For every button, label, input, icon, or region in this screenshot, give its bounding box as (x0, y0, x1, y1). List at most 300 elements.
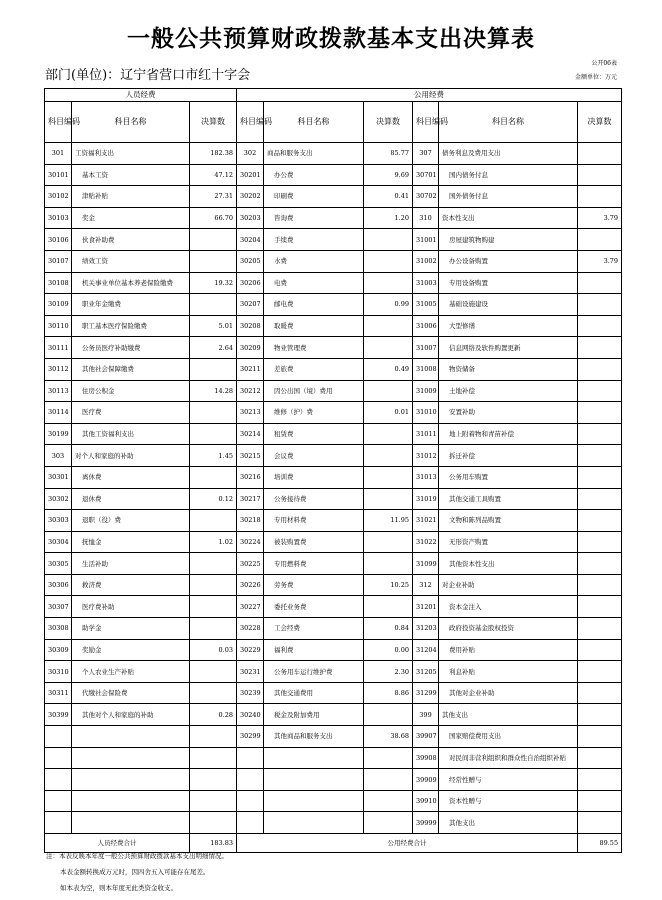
personnel-amount-cell: 27.31 (190, 186, 237, 208)
table-row (45, 337, 622, 359)
personnel-amount-cell (190, 726, 237, 748)
public2-code-cell: 31019 (413, 488, 439, 510)
table-row (45, 488, 622, 510)
header-amount: 决算数 (364, 102, 413, 143)
table-row (45, 358, 622, 380)
public1-amount-cell (364, 812, 413, 834)
table-row (45, 294, 622, 316)
public2-name-cell: 其他支出 (439, 704, 578, 726)
public2-name-cell: 其他对企业补助 (439, 682, 578, 704)
public2-code-cell: 31001 (413, 229, 439, 251)
public1-code-cell: 30202 (237, 186, 264, 208)
table-row (45, 315, 622, 337)
public2-amount-cell (578, 704, 622, 726)
public2-amount-cell (578, 790, 622, 812)
personnel-amount-cell (190, 661, 237, 683)
public1-name-cell: 物业管理费 (264, 337, 364, 359)
public1-amount-cell: 85.77 (364, 143, 413, 165)
personnel-amount-cell (190, 618, 237, 640)
public1-amount-cell: 0.00 (364, 639, 413, 661)
public1-amount-cell (364, 423, 413, 445)
public2-code-cell: 31005 (413, 294, 439, 316)
public2-name-cell: 资本性支出 (439, 207, 578, 229)
public1-code-cell: 30204 (237, 229, 264, 251)
public1-name-cell: 福利费 (264, 639, 364, 661)
public1-name-cell: 取暖费 (264, 315, 364, 337)
public1-amount-cell: 0.49 (364, 358, 413, 380)
public2-name-cell: 其他交通工具购置 (439, 488, 578, 510)
public2-amount-cell (578, 315, 622, 337)
public2-name-cell: 拆迁补偿 (439, 445, 578, 467)
public2-name-cell: 国外债务付息 (439, 186, 578, 208)
public2-amount-cell (578, 596, 622, 618)
public1-name-cell: 被装购置费 (264, 531, 364, 553)
public1-name-cell: 办公费 (264, 164, 364, 186)
public1-code-cell (237, 769, 264, 791)
public2-code-cell: 30701 (413, 164, 439, 186)
personnel-code-cell: 30101 (45, 164, 72, 186)
public1-code-cell: 30224 (237, 531, 264, 553)
public2-name-cell: 债务利息及费用支出 (439, 143, 578, 165)
public2-code-cell: 31006 (413, 315, 439, 337)
page-title: 一般公共预算财政拨款基本支出决算表 (127, 25, 535, 52)
table-row (45, 207, 622, 229)
public1-name-cell: 邮电费 (264, 294, 364, 316)
personnel-name-cell: 代缴社会保险费 (72, 682, 190, 704)
public1-name-cell: 租赁费 (264, 423, 364, 445)
personnel-total-amount: 183.83 (190, 834, 237, 853)
public2-name-cell: 其他资本性支出 (439, 553, 578, 575)
personnel-amount-cell: 0.12 (190, 488, 237, 510)
personnel-amount-cell (190, 250, 237, 272)
personnel-code-cell: 30304 (45, 531, 72, 553)
personnel-amount-cell (190, 294, 237, 316)
public1-code-cell: 30212 (237, 380, 264, 402)
public2-amount-cell (578, 164, 622, 186)
public2-amount-cell (578, 682, 622, 704)
public2-code-cell: 31010 (413, 402, 439, 424)
personnel-code-cell (45, 726, 72, 748)
public1-amount-cell: 0.99 (364, 294, 413, 316)
personnel-name-cell: 退休费 (72, 488, 190, 510)
table-row (45, 143, 622, 165)
form-number: 公开06表 (591, 60, 617, 67)
public1-name-cell (264, 769, 364, 791)
public1-amount-cell: 0.01 (364, 402, 413, 424)
personnel-amount-cell (190, 358, 237, 380)
personnel-code-cell: 30306 (45, 574, 72, 596)
personnel-code-cell: 303 (45, 445, 72, 467)
personnel-name-cell: 绩效工资 (72, 250, 190, 272)
personnel-name-cell (72, 790, 190, 812)
personnel-amount-cell: 14.28 (190, 380, 237, 402)
personnel-code-cell: 30112 (45, 358, 72, 380)
public2-code-cell: 30702 (413, 186, 439, 208)
table-row (45, 618, 622, 640)
personnel-code-cell: 30399 (45, 704, 72, 726)
public1-name-cell: 公务接待费 (264, 488, 364, 510)
public1-name-cell: 其他交通费用 (264, 682, 364, 704)
public1-code-cell: 30209 (237, 337, 264, 359)
table-row (45, 164, 622, 186)
public1-amount-cell: 0.84 (364, 618, 413, 640)
public1-name-cell: 电费 (264, 272, 364, 294)
personnel-code-cell: 30103 (45, 207, 72, 229)
personnel-name-cell: 工资福利支出 (72, 143, 190, 165)
public1-amount-cell: 0.41 (364, 186, 413, 208)
public2-name-cell: 对民间非营利组织和群众性自治组织补贴 (439, 747, 578, 769)
personnel-code-cell: 30309 (45, 639, 72, 661)
personnel-name-cell (72, 726, 190, 748)
public2-code-cell: 310 (413, 207, 439, 229)
public1-code-cell: 30203 (237, 207, 264, 229)
personnel-amount-cell (190, 229, 237, 251)
public1-amount-cell: 10.25 (364, 574, 413, 596)
public2-amount-cell (578, 466, 622, 488)
personnel-amount-cell (190, 747, 237, 769)
personnel-name-cell: 伙食补助费 (72, 229, 190, 251)
public2-amount-cell (578, 618, 622, 640)
public2-name-cell: 资本性赠与 (439, 790, 578, 812)
public1-name-cell: 因公出国（境）费用 (264, 380, 364, 402)
table-row (45, 553, 622, 575)
public2-name-cell: 物资储备 (439, 358, 578, 380)
table-row (45, 769, 622, 791)
public2-amount-cell (578, 769, 622, 791)
personnel-amount-cell (190, 812, 237, 834)
personnel-code-cell: 30102 (45, 186, 72, 208)
public2-amount-cell (578, 574, 622, 596)
public1-amount-cell (364, 553, 413, 575)
public1-amount-cell (364, 531, 413, 553)
personnel-code-cell: 30113 (45, 380, 72, 402)
personnel-code-cell: 30111 (45, 337, 72, 359)
public2-amount-cell (578, 488, 622, 510)
table-row (45, 596, 622, 618)
personnel-code-cell: 30303 (45, 510, 72, 532)
public2-amount-cell (578, 639, 622, 661)
public1-amount-cell: 2.30 (364, 661, 413, 683)
column-header-row (45, 102, 622, 143)
public2-name-cell: 公务用车购置 (439, 466, 578, 488)
personnel-code-cell: 30302 (45, 488, 72, 510)
public2-amount-cell (578, 380, 622, 402)
section-personnel: 人员经费 (45, 89, 237, 102)
table-row (45, 531, 622, 553)
public1-amount-cell (364, 229, 413, 251)
expenditure-table (44, 88, 622, 853)
public1-code-cell: 30239 (237, 682, 264, 704)
table-row (45, 229, 622, 251)
header-code: 科目编码 (237, 102, 264, 143)
personnel-code-cell: 30310 (45, 661, 72, 683)
personnel-amount-cell: 0.28 (190, 704, 237, 726)
personnel-code-cell: 30110 (45, 315, 72, 337)
public2-name-cell: 土地补偿 (439, 380, 578, 402)
personnel-amount-cell: 19.32 (190, 272, 237, 294)
public2-code-cell: 39909 (413, 769, 439, 791)
public1-code-cell (237, 747, 264, 769)
personnel-amount-cell (190, 769, 237, 791)
public2-amount-cell (578, 423, 622, 445)
public1-amount-cell (364, 315, 413, 337)
public2-amount-cell (578, 358, 622, 380)
public1-code-cell: 30228 (237, 618, 264, 640)
personnel-code-cell: 301 (45, 143, 72, 165)
personnel-name-cell: 退职（役）费 (72, 510, 190, 532)
personnel-name-cell: 津贴补贴 (72, 186, 190, 208)
public2-name-cell: 资本金注入 (439, 596, 578, 618)
public1-name-cell: 水费 (264, 250, 364, 272)
public1-code-cell: 30240 (237, 704, 264, 726)
public2-amount-cell (578, 445, 622, 467)
personnel-name-cell: 公务员医疗补助缴费 (72, 337, 190, 359)
table-row (45, 380, 622, 402)
header-name: 科目名称 (264, 102, 364, 143)
public1-name-cell: 专用燃料费 (264, 553, 364, 575)
table-row (45, 682, 622, 704)
public1-name-cell: 其他商品和服务支出 (264, 726, 364, 748)
personnel-code-cell: 30301 (45, 466, 72, 488)
note-line: 注：本表反映本年度一般公共预算财政拨款基本支出明细情况。 (46, 852, 228, 860)
public1-amount-cell (364, 790, 413, 812)
personnel-code-cell: 30307 (45, 596, 72, 618)
public2-name-cell: 文物和陈列品购置 (439, 510, 578, 532)
table-row (45, 466, 622, 488)
public1-name-cell: 维修（护）费 (264, 402, 364, 424)
public1-amount-cell (364, 380, 413, 402)
public1-code-cell: 30207 (237, 294, 264, 316)
table-row (45, 812, 622, 834)
public2-code-cell: 31099 (413, 553, 439, 575)
personnel-name-cell: 对个人和家庭的补助 (72, 445, 190, 467)
public2-name-cell: 信息网络及软件购置更新 (439, 337, 578, 359)
public2-code-cell: 39999 (413, 812, 439, 834)
public2-code-cell: 31204 (413, 639, 439, 661)
personnel-amount-cell (190, 466, 237, 488)
public2-code-cell: 39910 (413, 790, 439, 812)
personnel-amount-cell (190, 596, 237, 618)
personnel-name-cell: 医疗费补助 (72, 596, 190, 618)
public1-code-cell: 30211 (237, 358, 264, 380)
personnel-code-cell (45, 790, 72, 812)
public1-amount-cell (364, 272, 413, 294)
public1-name-cell: 会议费 (264, 445, 364, 467)
public2-amount-cell (578, 661, 622, 683)
public1-name-cell: 工会经费 (264, 618, 364, 640)
personnel-name-cell: 住房公积金 (72, 380, 190, 402)
public2-amount-cell (578, 186, 622, 208)
personnel-name-cell: 助学金 (72, 618, 190, 640)
public2-code-cell: 31012 (413, 445, 439, 467)
personnel-amount-cell: 5.01 (190, 315, 237, 337)
table-row (45, 574, 622, 596)
public2-name-cell: 经常性赠与 (439, 769, 578, 791)
public1-code-cell: 30208 (237, 315, 264, 337)
public2-amount-cell (578, 510, 622, 532)
personnel-name-cell: 奖金 (72, 207, 190, 229)
header-amount: 决算数 (190, 102, 237, 143)
public2-name-cell: 利息补贴 (439, 661, 578, 683)
table-row (45, 402, 622, 424)
public1-code-cell (237, 812, 264, 834)
public2-code-cell: 31002 (413, 250, 439, 272)
public2-name-cell: 其他支出 (439, 812, 578, 834)
public1-amount-cell: 8.86 (364, 682, 413, 704)
personnel-code-cell: 30305 (45, 553, 72, 575)
public1-code-cell: 30218 (237, 510, 264, 532)
public1-name-cell: 专用材料费 (264, 510, 364, 532)
public1-amount-cell (364, 704, 413, 726)
personnel-name-cell (72, 812, 190, 834)
personnel-name-cell: 职业年金缴费 (72, 294, 190, 316)
public2-name-cell: 对企业补助 (439, 574, 578, 596)
public2-name-cell: 大型修缮 (439, 315, 578, 337)
public2-name-cell: 费用补贴 (439, 639, 578, 661)
table-row (45, 423, 622, 445)
personnel-code-cell: 30108 (45, 272, 72, 294)
public2-name-cell: 办公设备购置 (439, 250, 578, 272)
public1-code-cell: 30213 (237, 402, 264, 424)
public1-amount-cell (364, 250, 413, 272)
public1-name-cell: 手续费 (264, 229, 364, 251)
personnel-code-cell: 30114 (45, 402, 72, 424)
header-name: 科目名称 (72, 102, 190, 143)
public1-name-cell: 公务用车运行维护费 (264, 661, 364, 683)
public1-code-cell: 30231 (237, 661, 264, 683)
public1-amount-cell (364, 488, 413, 510)
personnel-code-cell: 30109 (45, 294, 72, 316)
public1-amount-cell (364, 747, 413, 769)
header-code: 科目编码 (413, 102, 439, 143)
public-total-amount: 89.55 (578, 834, 622, 853)
personnel-amount-cell: 0.03 (190, 639, 237, 661)
public2-name-cell: 基础设施建设 (439, 294, 578, 316)
public2-code-cell: 31007 (413, 337, 439, 359)
public1-name-cell (264, 790, 364, 812)
public2-name-cell: 政府投资基金股权投资 (439, 618, 578, 640)
public-total-label: 公用经费合计 (237, 834, 578, 853)
personnel-amount-cell: 2.64 (190, 337, 237, 359)
public2-code-cell: 31205 (413, 661, 439, 683)
table-row (45, 704, 622, 726)
table-row (45, 250, 622, 272)
table-row (45, 272, 622, 294)
personnel-total-label: 人员经费合计 (45, 834, 190, 853)
personnel-code-cell (45, 812, 72, 834)
public1-amount-cell: 11.95 (364, 510, 413, 532)
public1-amount-cell (364, 445, 413, 467)
public1-amount-cell (364, 337, 413, 359)
public2-amount-cell (578, 229, 622, 251)
personnel-name-cell: 医疗费 (72, 402, 190, 424)
public2-amount-cell: 3.79 (578, 207, 622, 229)
department-label: 部门(单位)：辽宁省营口市红十字会 (45, 68, 251, 83)
public2-amount-cell (578, 337, 622, 359)
personnel-name-cell: 个人农业生产补贴 (72, 661, 190, 683)
personnel-name-cell: 其他社会保障缴费 (72, 358, 190, 380)
public2-name-cell: 专用设备购置 (439, 272, 578, 294)
header-code: 科目编码 (45, 102, 72, 143)
public1-amount-cell (364, 596, 413, 618)
personnel-amount-cell (190, 682, 237, 704)
public1-code-cell: 30229 (237, 639, 264, 661)
public2-code-cell: 39908 (413, 747, 439, 769)
public2-name-cell: 房屋建筑物购建 (439, 229, 578, 251)
public1-amount-cell: 1.20 (364, 207, 413, 229)
public2-code-cell: 31201 (413, 596, 439, 618)
public1-code-cell (237, 790, 264, 812)
public1-name-cell: 委托业务费 (264, 596, 364, 618)
note-line: 如本表为空，则本年度无此类资金收支。 (60, 884, 177, 892)
public1-code-cell: 30201 (237, 164, 264, 186)
public2-code-cell: 31022 (413, 531, 439, 553)
public1-code-cell: 30214 (237, 423, 264, 445)
note-line: 本表金额转换成万元时，因四舍五入可能存在尾差。 (60, 868, 210, 876)
public2-code-cell: 31003 (413, 272, 439, 294)
personnel-amount-cell: 66.70 (190, 207, 237, 229)
personnel-name-cell (72, 747, 190, 769)
public1-code-cell: 30205 (237, 250, 264, 272)
public1-name-cell: 差旅费 (264, 358, 364, 380)
public1-amount-cell (364, 466, 413, 488)
public1-amount-cell: 9.69 (364, 164, 413, 186)
personnel-code-cell (45, 769, 72, 791)
public2-amount-cell (578, 726, 622, 748)
public1-name-cell (264, 747, 364, 769)
personnel-name-cell: 抚恤金 (72, 531, 190, 553)
public1-code-cell: 30216 (237, 466, 264, 488)
personnel-name-cell: 救济费 (72, 574, 190, 596)
public1-code-cell: 302 (237, 143, 264, 165)
public2-code-cell: 31021 (413, 510, 439, 532)
personnel-name-cell: 基本工资 (72, 164, 190, 186)
table-row (45, 639, 622, 661)
personnel-amount-cell (190, 423, 237, 445)
public1-name-cell: 咨询费 (264, 207, 364, 229)
public2-code-cell: 31008 (413, 358, 439, 380)
public1-name-cell (264, 812, 364, 834)
public1-code-cell: 30226 (237, 574, 264, 596)
public1-code-cell: 30215 (237, 445, 264, 467)
public1-code-cell: 30299 (237, 726, 264, 748)
notes (46, 848, 228, 896)
table-row (45, 186, 622, 208)
public1-name-cell: 印刷费 (264, 186, 364, 208)
table-row (45, 661, 622, 683)
table-row (45, 510, 622, 532)
public2-amount-cell: 3.79 (578, 250, 622, 272)
header-amount: 决算数 (578, 102, 622, 143)
public2-code-cell: 31203 (413, 618, 439, 640)
table-row (45, 445, 622, 467)
personnel-name-cell: 机关事业单位基本养老保险缴费 (72, 272, 190, 294)
personnel-name-cell: 其他对个人和家庭的补助 (72, 704, 190, 726)
public2-name-cell: 无形资产购置 (439, 531, 578, 553)
personnel-code-cell: 30106 (45, 229, 72, 251)
personnel-name-cell: 生活补助 (72, 553, 190, 575)
table-row (45, 790, 622, 812)
public1-name-cell: 税金及附加费用 (264, 704, 364, 726)
unit-label: 金额单位：万元 (574, 74, 617, 81)
personnel-amount-cell: 182.38 (190, 143, 237, 165)
section-header-row (45, 89, 622, 102)
public2-code-cell: 31013 (413, 466, 439, 488)
public2-name-cell: 地上附着物和青苗补偿 (439, 423, 578, 445)
personnel-code-cell: 30107 (45, 250, 72, 272)
public2-amount-cell (578, 402, 622, 424)
personnel-name-cell: 离休费 (72, 466, 190, 488)
